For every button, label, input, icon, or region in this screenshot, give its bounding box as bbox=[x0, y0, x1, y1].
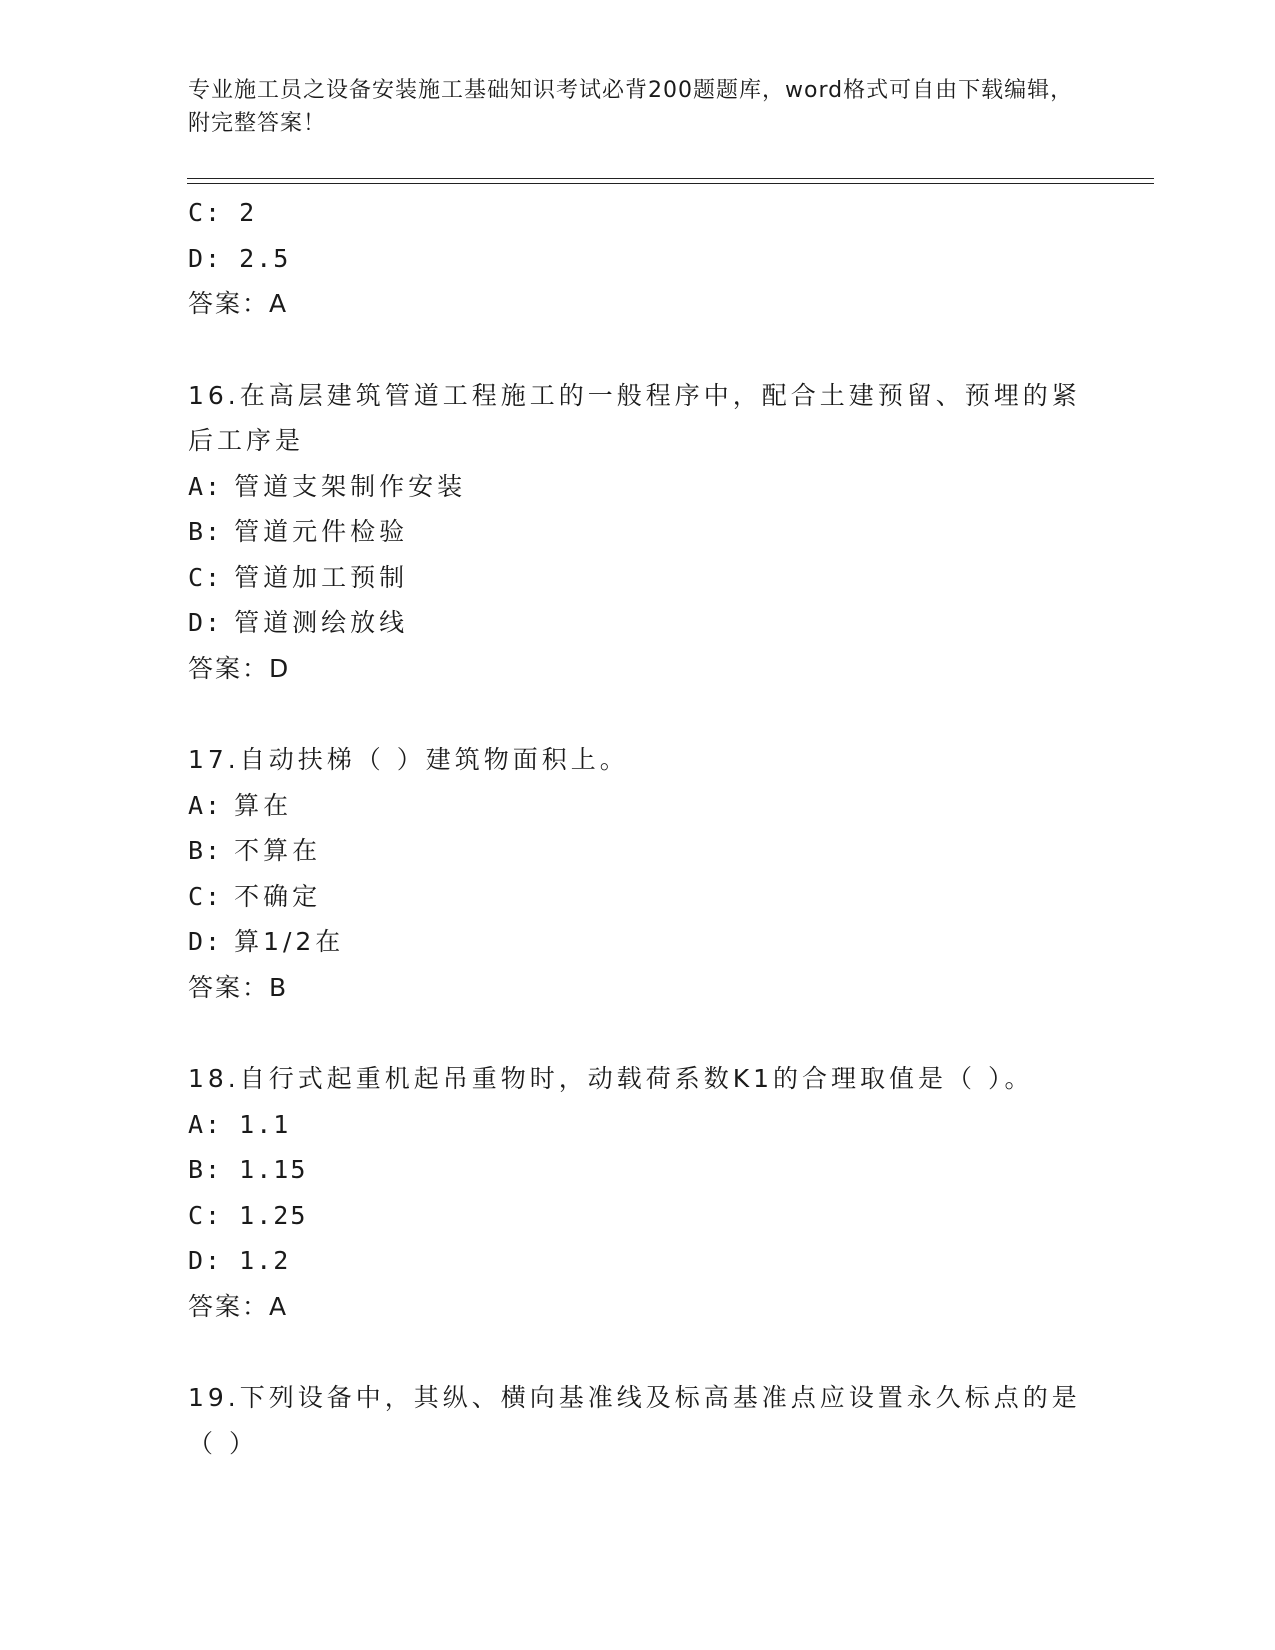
option-line bbox=[188, 464, 1088, 510]
question-spacer bbox=[188, 691, 1088, 737]
option-line bbox=[188, 1147, 1088, 1193]
option-text: 1.25 bbox=[239, 1200, 308, 1230]
option-label: C: bbox=[188, 562, 223, 592]
option-text: 不确定 bbox=[234, 881, 322, 911]
option-label: B: bbox=[188, 836, 223, 865]
option-text: 2 bbox=[239, 198, 257, 227]
option-text: 1.1 bbox=[239, 1109, 291, 1139]
option-label: D: bbox=[188, 1246, 223, 1275]
question-stem: 17.自动扶梯（ ）建筑物面积上。 bbox=[188, 745, 629, 774]
question-spacer bbox=[188, 1010, 1088, 1056]
option-label: C: bbox=[188, 198, 223, 227]
option-text: 管道加工预制 bbox=[234, 562, 409, 592]
option-line bbox=[188, 236, 1088, 282]
option-label: A: bbox=[188, 471, 223, 501]
option-label: B: bbox=[188, 517, 223, 546]
option-text: 不算在 bbox=[234, 836, 322, 865]
option-text: 1.2 bbox=[239, 1246, 291, 1275]
option-line bbox=[188, 828, 1088, 874]
option-line bbox=[188, 1238, 1088, 1284]
option-line bbox=[188, 1193, 1088, 1239]
answer-line: 答案：B bbox=[188, 972, 289, 1002]
answer-line: 答案：A bbox=[188, 289, 289, 318]
option-line bbox=[188, 600, 1088, 646]
question-stem: 16.在高层建筑管道工程施工的一般程序中，配合土建预留、预埋的紧后工序是 bbox=[188, 380, 1081, 455]
option-text: 算在 bbox=[234, 790, 293, 820]
header-divider-top bbox=[187, 178, 1154, 179]
option-text: 管道支架制作安装 bbox=[234, 471, 467, 501]
page-header-title: 专业施工员之设备安装施工基础知识考试必背200题题库，word格式可自由下载编辑，附完整答案！ bbox=[188, 78, 1074, 136]
option-label: A: bbox=[188, 790, 223, 820]
option-label: C: bbox=[188, 1200, 223, 1230]
question-stem: 18.自行式起重机起吊重物时，动载荷系数K1的合理取值是（ ）。 bbox=[188, 1064, 1034, 1093]
option-line bbox=[188, 509, 1088, 555]
answer-line: 答案：D bbox=[188, 653, 291, 683]
option-label: A: bbox=[188, 1109, 223, 1139]
option-label: D: bbox=[188, 608, 223, 637]
option-label: C: bbox=[188, 881, 223, 911]
answer-line: 答案：A bbox=[188, 1291, 289, 1321]
header-divider-bottom bbox=[187, 183, 1154, 184]
option-label: D: bbox=[188, 927, 223, 956]
question-spacer bbox=[188, 1329, 1088, 1375]
option-text: 1.15 bbox=[239, 1155, 308, 1184]
option-line bbox=[188, 555, 1088, 601]
option-line bbox=[188, 874, 1088, 920]
option-text: 2.5 bbox=[239, 243, 291, 273]
option-text: 管道测绘放线 bbox=[234, 608, 409, 637]
question-list bbox=[188, 190, 1088, 1466]
option-text: 管道元件检验 bbox=[234, 517, 409, 546]
option-line bbox=[188, 190, 1088, 236]
question-stem: 19.下列设备中，其纵、横向基准线及标高基准点应设置永久标点的是（ ） bbox=[188, 1383, 1081, 1458]
question-spacer bbox=[188, 327, 1088, 373]
option-text: 算1/2在 bbox=[234, 927, 345, 956]
option-label: B: bbox=[188, 1155, 223, 1184]
option-line bbox=[188, 783, 1088, 829]
option-line bbox=[188, 1102, 1088, 1148]
option-line bbox=[188, 919, 1088, 965]
option-label: D: bbox=[188, 243, 223, 273]
